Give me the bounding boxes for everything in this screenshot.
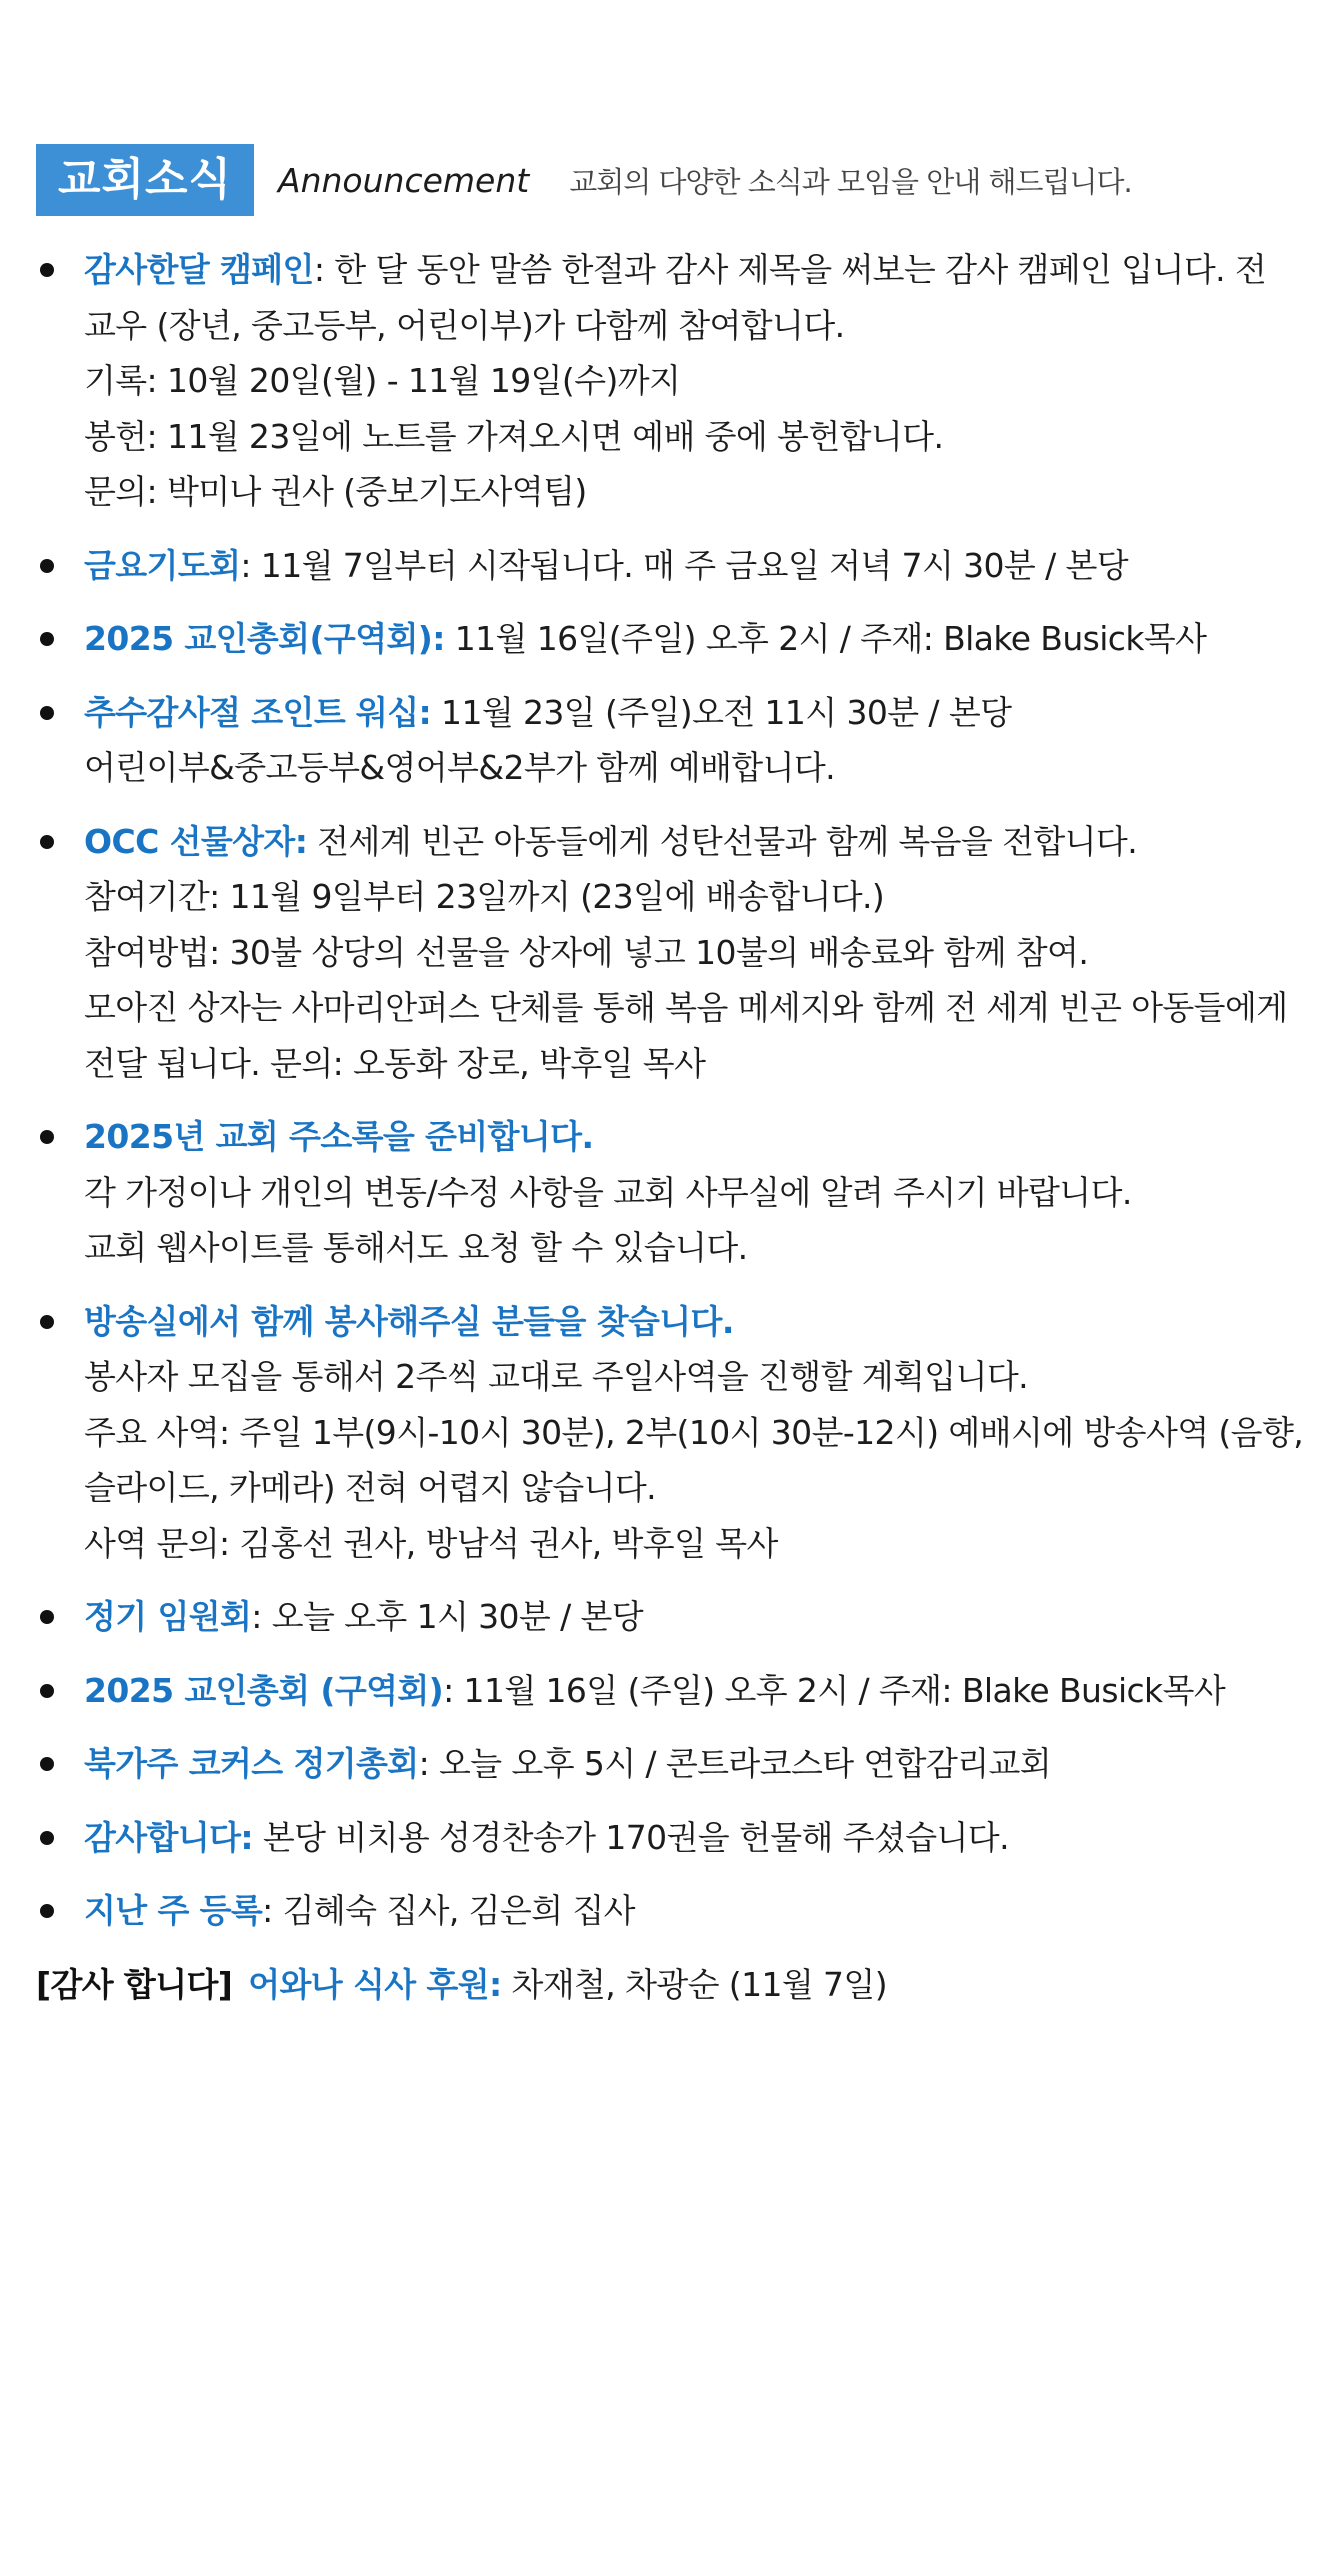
list-item (36, 1883, 1304, 1939)
item-first-line (84, 538, 1304, 594)
item-line: 참여기간: 11월 9일부터 23일까지 (23일에 배송합니다.) (84, 877, 885, 916)
bullet-dot (40, 1315, 54, 1329)
list-item (36, 538, 1304, 594)
item-line: 모아진 상자는 사마리안퍼스 단체를 통해 복음 메세지와 함께 전 세계 빈곤 아동들에게 전달 됩니다. 문의: 오동화 장로, 박후일 목사 (84, 988, 1288, 1083)
item-title: 금요기도회 (84, 545, 241, 585)
bullet-dot (40, 1684, 54, 1698)
item-title: 북가주 코커스 정기총회 (84, 1744, 419, 1783)
footer-title: 어와나 식사 후원: (248, 1964, 502, 2004)
item-title: 정기 임원회 (84, 1597, 252, 1636)
item-line: 교회 웹사이트를 통해서도 요청 할 수 있습니다. (84, 1228, 748, 1267)
item-first-line (84, 1663, 1304, 1719)
item-first-line (84, 1109, 1304, 1165)
list-item (36, 1109, 1304, 1276)
item-text: : 11월 16일 (주일) 오후 2시 / 주재: Blake Busick목사 (443, 1670, 1226, 1710)
item-text: 본당 비치용 성경찬송가 170권을 헌물해 주셨습니다. (253, 1817, 1009, 1857)
list-item (36, 1810, 1304, 1866)
item-line: 주요 사역: 주일 1부(9시-10시 30분), 2부(10시 30분-12시) 예배시에 방송사역 (음향, 슬라이드, 카메라) 전혀 어렵지 않습니다. (84, 1412, 1304, 1507)
thanks-footer (36, 1957, 1304, 2012)
list-item (36, 611, 1304, 667)
item-first-line (84, 1810, 1304, 1866)
item-first-line (84, 611, 1304, 667)
item-line: 각 가정이나 개인의 변동/수정 사항을 교회 사무실에 알려 주시기 바랍니다. (84, 1172, 1132, 1212)
section-header (36, 144, 1304, 216)
announcement-list (36, 242, 1304, 1939)
section-title-badge: 교회소식 (36, 144, 254, 216)
bullet-dot (40, 1610, 54, 1624)
item-first-line (84, 814, 1304, 870)
item-text: : 오늘 오후 5시 / 콘트라코스타 연합감리교회 (418, 1744, 1052, 1783)
item-text: 11월 23일 (주일)오전 11시 30분 / 본당 (431, 692, 1012, 732)
bullet-dot (40, 1130, 54, 1144)
item-title: 2025 교인총회(구역회): (84, 619, 445, 658)
bullet-dot (40, 263, 54, 277)
item-line: 참여방법: 30불 상당의 선물을 상자에 넣고 10불의 배송료와 함께 참여. (84, 932, 1089, 972)
item-first-line (84, 1589, 1304, 1645)
list-item (36, 242, 1304, 520)
list-item (36, 1663, 1304, 1719)
item-first-line (84, 1883, 1304, 1939)
item-text: 11월 16일(주일) 오후 2시 / 주재: Blake Busick목사 (444, 619, 1207, 658)
list-item (36, 685, 1304, 796)
item-line: 기록: 10월 20일(월) - 11월 19일(수)까지 (84, 361, 681, 400)
list-item (36, 1294, 1304, 1572)
item-first-line (84, 1294, 1304, 1350)
item-text: : 김혜숙 집사, 김은희 집사 (262, 1891, 635, 1930)
item-line: 사역 문의: 김홍선 권사, 방남석 권사, 박후일 목사 (84, 1523, 778, 1563)
item-line: 문의: 박미나 권사 (중보기도사역팀) (84, 472, 587, 511)
item-text: 전세계 빈곤 아동들에게 성탄선물과 함께 복음을 전합니다. (307, 821, 1138, 861)
bullet-dot (40, 1757, 54, 1771)
item-title: 지난 주 등록 (84, 1891, 263, 1930)
item-title: 방송실에서 함께 봉사해주실 분들을 찾습니다. (84, 1301, 734, 1341)
item-first-line (84, 1736, 1304, 1792)
bullet-dot (40, 706, 54, 720)
section-description: 교회의 다양한 소식과 모임을 안내 해드립니다. (569, 164, 1132, 199)
bullet-dot (40, 835, 54, 849)
item-title: 감사한달 캠페인 (84, 250, 314, 289)
item-text: : 오늘 오후 1시 30분 / 본당 (251, 1597, 644, 1636)
item-first-line (84, 242, 1304, 353)
list-item (36, 1589, 1304, 1645)
item-first-line (84, 685, 1304, 741)
item-title: 감사합니다: (84, 1817, 253, 1857)
item-text: : 한 달 동안 말씀 한절과 감사 제목을 써보는 감사 캠페인 입니다. 전 교우 (장년, 중고등부, 어린이부)가 다함께 참여합니다. (84, 250, 1267, 345)
item-title: 2025 교인총회 (구역회) (84, 1670, 444, 1710)
item-line: 봉사자 모집을 통해서 2주씩 교대로 주일사역을 진행할 계획입니다. (84, 1357, 1029, 1396)
bullet-dot (40, 632, 54, 646)
item-line: 봉헌: 11월 23일에 노트를 가져오시면 예배 중에 봉헌합니다. (84, 416, 944, 456)
footer-text: 차재철, 차광순 (11월 7일) (501, 1964, 887, 2004)
item-title: 추수감사절 조인트 워십: (84, 692, 432, 732)
list-item (36, 1736, 1304, 1792)
item-text: : 11월 7일부터 시작됩니다. 매 주 금요일 저녁 7시 30분 / 본당 (240, 545, 1129, 585)
list-item (36, 814, 1304, 1092)
item-title: OCC 선물상자: (84, 821, 308, 861)
item-title: 2025년 교회 주소록을 준비합니다. (84, 1117, 594, 1156)
section-english-title: Announcement (278, 160, 530, 200)
bullet-dot (40, 1831, 54, 1845)
bullet-dot (40, 559, 54, 573)
footer-tag: [감사 합니다] (36, 1964, 233, 2004)
item-line: 어린이부&중고등부&영어부&2부가 함께 예배합니다. (84, 748, 836, 787)
bullet-dot (40, 1904, 54, 1918)
